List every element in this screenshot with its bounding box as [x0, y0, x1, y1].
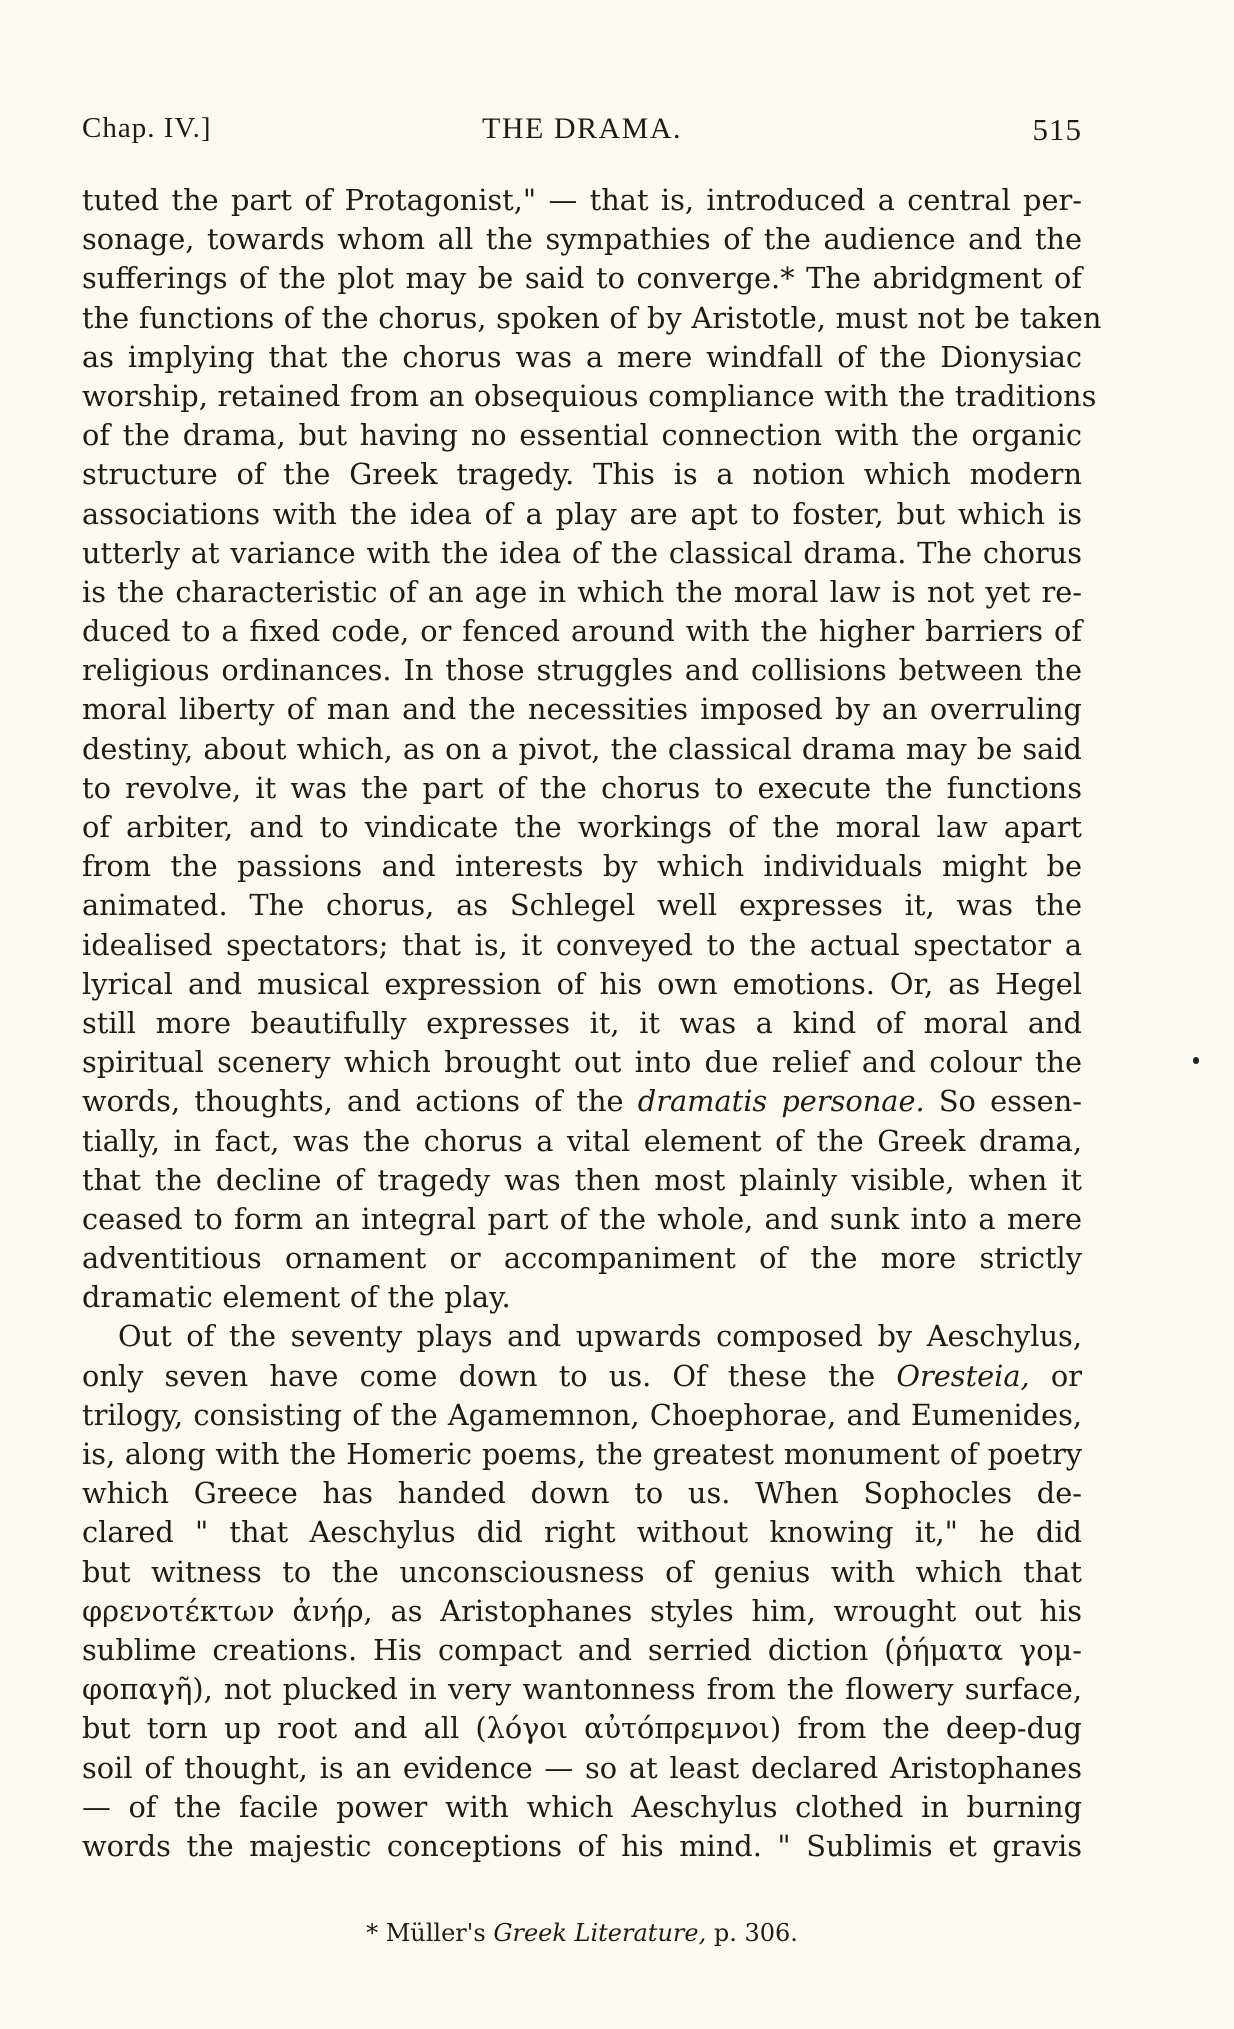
text-fragment: or — [1029, 1358, 1082, 1393]
page-number: 515 — [1032, 112, 1082, 147]
text-line: soil of thought, is an evidence — so at least declared Aristophanes — [82, 1750, 1082, 1785]
text-line-with-italic — [82, 1357, 1082, 1396]
footnote-page: p. 306. — [706, 1919, 798, 1947]
text-line: spiritual scenery which brought out into due relief and colour the — [82, 1045, 1082, 1080]
text-line: words the majestic conceptions of his mind. " Sublimis et gravis — [82, 1828, 1082, 1863]
footnote — [82, 1918, 1082, 1948]
text-line: from the passions and interests by which individuals might be — [82, 849, 1082, 884]
footnote-marker: * — [366, 1919, 379, 1947]
text-line: sonage, towards whom all the sympathies of the audience and the — [82, 222, 1082, 257]
text-line: tuted the part of Protagonist," — that is, introduced a central per- — [82, 183, 1082, 217]
text-line: adventitious ornament or accompaniment of the more strictly — [82, 1241, 1082, 1276]
text-line: φρενοτέκτων ἀνήρ, as Aristophanes styles him, wrought out his — [82, 1593, 1082, 1628]
text-fragment: words, thoughts, and actions of the — [82, 1084, 638, 1119]
text-line: of arbiter, and to vindicate the workings of the moral law apart — [82, 810, 1082, 844]
text-line: ceased to form an integral part of the whole, and sunk into a mere — [82, 1201, 1082, 1236]
text-line: of the drama, but having no essential connection with the organic — [82, 418, 1082, 453]
text-line: destiny, about which, as on a pivot, the classical drama may be said — [82, 731, 1082, 766]
text-line: which Greece has handed down to us. When Sophocles de- — [82, 1476, 1082, 1511]
text-line: clared " that Aeschylus did right without knowing it," he did — [82, 1515, 1082, 1550]
text-line: animated. The chorus, as Schlegel well expresses it, was the — [82, 888, 1082, 923]
text-line: dramatic element of the play. — [82, 1280, 511, 1315]
italic-title: Oresteia, — [896, 1358, 1030, 1393]
text-line: sublime creations. His compact and serried diction (ῥήματα γομ- — [82, 1632, 1082, 1667]
text-line: duced to a fixed code, or fenced around with the higher barriers of — [82, 614, 1082, 649]
paragraph-start-line: Out of the seventy plays and upwards composed by Aeschylus, — [118, 1319, 1082, 1354]
footnote-author: Müller's — [378, 1919, 494, 1947]
page-title: THE DRAMA. — [482, 112, 682, 145]
text-line: moral liberty of man and the necessities imposed by an overruling — [82, 692, 1082, 727]
text-line: is the characteristic of an age in which the moral law is not yet re- — [82, 574, 1082, 609]
running-header — [82, 112, 1082, 162]
text-fragment: only seven have come down to us. Of these the — [82, 1358, 897, 1393]
text-line: as implying that the chorus was a mere windfall of the Dionysiac — [82, 339, 1082, 374]
text-line: φοπαγῆ), not plucked in very wantonness from the flowery surface, — [82, 1672, 1082, 1707]
text-line: the functions of the chorus, spoken of by Aristotle, must not be taken — [82, 300, 1102, 335]
text-line: that the decline of tragedy was then most plainly visible, when it — [82, 1162, 1082, 1197]
text-line: — of the facile power with which Aeschylus clothed in burning — [82, 1789, 1082, 1824]
text-line: religious ordinances. In those struggles and collisions between the — [82, 653, 1082, 688]
text-line: sufferings of the plot may be said to converge.* The abridgment of — [82, 261, 1082, 296]
italic-phrase: dramatis personae. — [637, 1084, 925, 1119]
text-line: but torn up root and all (λόγοι αὐτόπρεμνοι) from the deep-dug — [82, 1711, 1082, 1746]
text-line: idealised spectators; that is, it conveyed to the actual spectator a — [82, 927, 1082, 962]
text-line: trilogy, consisting of the Agamemnon, Choephorae, and Eumenides, — [82, 1397, 1082, 1432]
text-line: tially, in fact, was the chorus a vital element of the Greek drama, — [82, 1123, 1082, 1158]
text-line: structure of the Greek tragedy. This is a notion which modern — [82, 457, 1082, 492]
ink-speck — [1193, 1057, 1199, 1064]
text-line: lyrical and musical expression of his own emotions. Or, as Hegel — [82, 966, 1082, 1001]
text-line-with-italic — [82, 1082, 1082, 1121]
footnote-work-title: Greek Literature, — [493, 1919, 707, 1947]
text-line: worship, retained from an obsequious compliance with the traditions — [82, 378, 1097, 413]
text-line: is, along with the Homeric poems, the greatest monument of poetry — [82, 1437, 1082, 1471]
text-line: utterly at variance with the idea of the classical drama. The chorus — [82, 535, 1082, 570]
chapter-label: Chap. IV.] — [82, 112, 212, 144]
text-line: still more beautifully expresses it, it was a kind of moral and — [82, 1005, 1082, 1040]
text-line: to revolve, it was the part of the chorus to execute the functions — [82, 770, 1082, 805]
text-line: but witness to the unconsciousness of genius with which that — [82, 1554, 1082, 1589]
text-line: associations with the idea of a play are apt to foster, but which is — [82, 496, 1082, 531]
text-fragment: So essen- — [924, 1084, 1082, 1119]
body-text — [82, 181, 1102, 1866]
